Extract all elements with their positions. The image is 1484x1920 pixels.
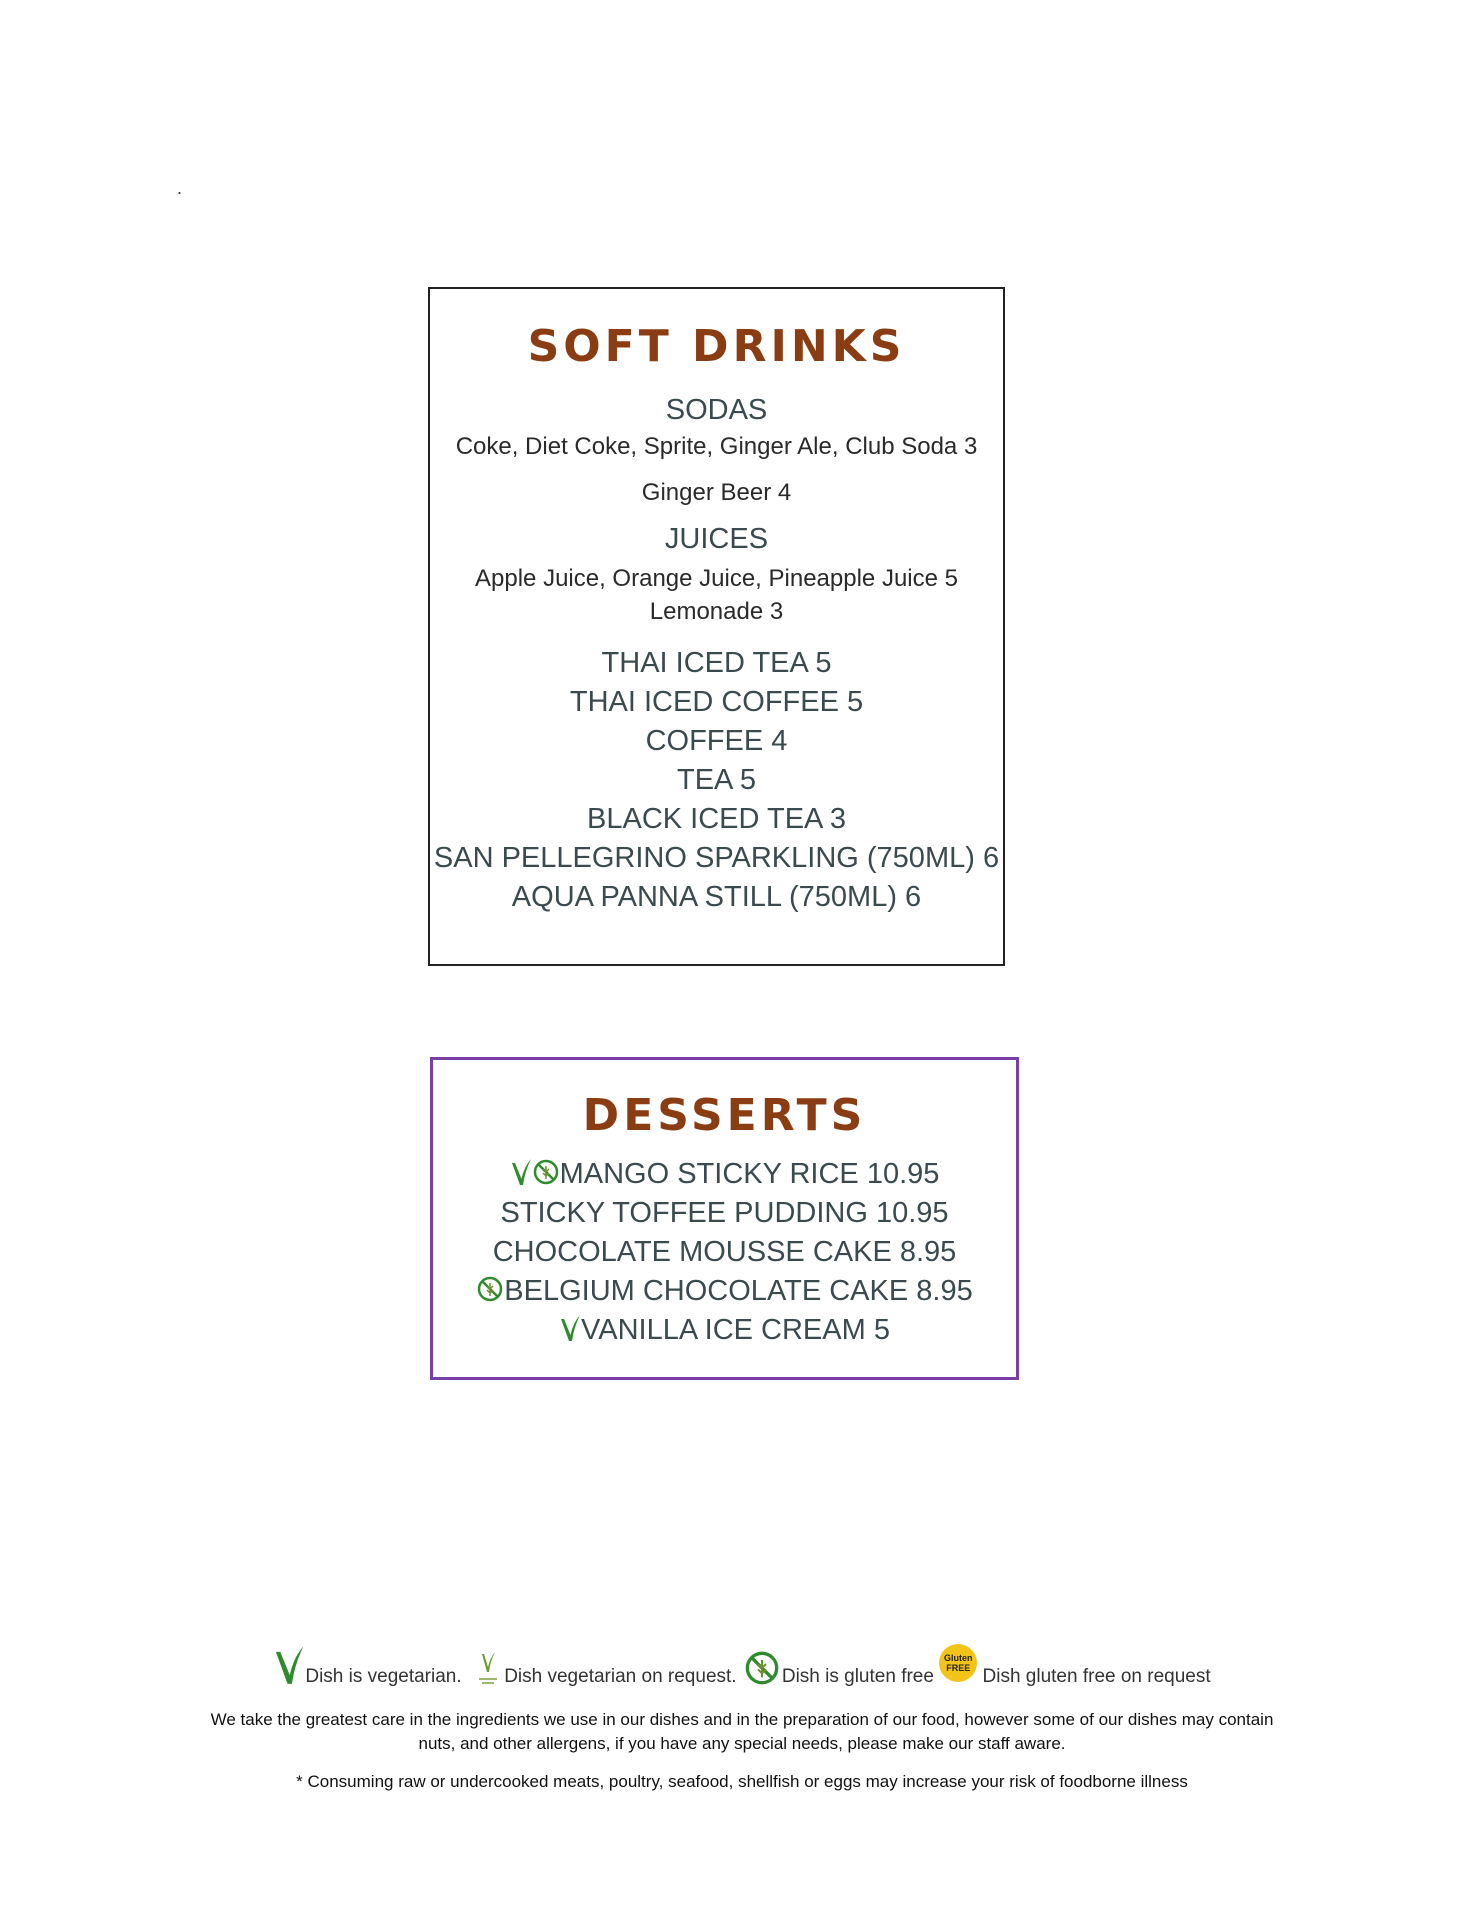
soft-drinks-heading: SOFT DRINKS bbox=[527, 321, 906, 372]
drink-item: AQUA PANNA STILL (750ML) 6 bbox=[511, 881, 922, 913]
dessert-item bbox=[433, 1233, 1016, 1272]
sodas-list: Coke, Diet Coke, Sprite, Ginger Ale, Club Soda 3 bbox=[455, 433, 978, 460]
dessert-item bbox=[433, 1155, 1016, 1194]
dessert-name: MANGO STICKY RICE 10.95 bbox=[559, 1158, 940, 1190]
juices-label: JUICES bbox=[664, 523, 769, 555]
sodas-label: SODAS bbox=[665, 394, 768, 426]
desserts-heading: DESSERTS bbox=[582, 1090, 867, 1141]
vegetarian-icon bbox=[273, 1642, 305, 1688]
vegetarian-on-request-icon bbox=[477, 1650, 499, 1688]
legend-vegetarian: Dish is vegetarian. bbox=[273, 1642, 461, 1688]
dessert-name: CHOCOLATE MOUSSE CAKE 8.95 bbox=[492, 1236, 957, 1268]
lemonade-item: Lemonade 3 bbox=[649, 598, 784, 625]
soft-drinks-section bbox=[428, 287, 1005, 966]
drink-list bbox=[430, 644, 1003, 917]
gluten-free-icon bbox=[742, 1648, 782, 1688]
gluten-free-icon bbox=[476, 1274, 504, 1304]
vegetarian-icon bbox=[559, 1313, 581, 1343]
dessert-item bbox=[433, 1311, 1016, 1350]
dessert-name: STICKY TOFFEE PUDDING 10.95 bbox=[500, 1197, 949, 1229]
drink-item: TEA 5 bbox=[677, 764, 756, 796]
dessert-item bbox=[433, 1194, 1016, 1233]
stray-mark: . bbox=[177, 178, 183, 198]
dietary-legend bbox=[0, 1642, 1484, 1688]
desserts-section bbox=[430, 1057, 1019, 1380]
foodborne-illness-warning: * Consuming raw or undercooked meats, poultry, seafood, shellfish or eggs may increase your risk of foodborne illness bbox=[296, 1772, 1188, 1791]
vegetarian-icon bbox=[510, 1157, 532, 1187]
ginger-beer-item: Ginger Beer 4 bbox=[641, 479, 792, 506]
drink-item: COFFEE 4 bbox=[645, 725, 788, 757]
legend-vegetarian-on-request: Dish vegetarian on request. bbox=[477, 1650, 737, 1688]
legend-gluten-free-on-request: Gluten FREE Dish gluten free on request bbox=[939, 1644, 1210, 1688]
gluten-free-badge-icon: Gluten FREE bbox=[939, 1644, 977, 1682]
drink-item: THAI ICED TEA 5 bbox=[601, 647, 832, 679]
legend-gluten-free: Dish is gluten free bbox=[742, 1648, 934, 1688]
drink-item: SAN PELLEGRINO SPARKLING (750ML) 6 bbox=[433, 842, 1000, 874]
dessert-name: VANILLA ICE CREAM 5 bbox=[581, 1314, 890, 1346]
dessert-item bbox=[433, 1272, 1016, 1311]
drink-item: BLACK ICED TEA 3 bbox=[587, 803, 846, 835]
juices-list: Apple Juice, Orange Juice, Pineapple Juice 5 bbox=[475, 565, 958, 592]
gluten-free-icon bbox=[532, 1157, 560, 1187]
dessert-name: BELGIUM CHOCOLATE CAKE 8.95 bbox=[504, 1275, 973, 1307]
allergen-disclaimer: We take the greatest care in the ingredients we use in our dishes and in the preparation of our food, however some of our dishes may contain nuts, and other allergens, if you have any special needs, please make our staff aware. bbox=[210, 1710, 1274, 1753]
drink-item: THAI ICED COFFEE 5 bbox=[569, 686, 864, 718]
dessert-list bbox=[433, 1155, 1016, 1350]
